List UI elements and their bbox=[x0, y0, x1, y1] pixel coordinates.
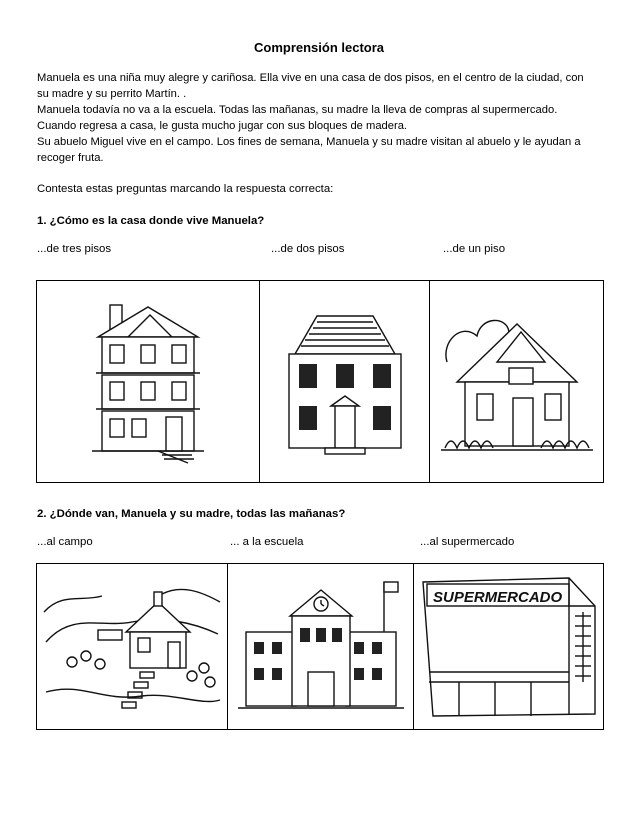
page-title: Comprensión lectora bbox=[253, 40, 385, 55]
reading-paragraph bbox=[37, 70, 602, 166]
three-story-house-icon bbox=[88, 297, 208, 467]
question-1: 1. ¿Cómo es la casa donde vive Manuela? bbox=[37, 215, 265, 227]
q2-image-cell-2[interactable] bbox=[227, 564, 414, 729]
two-story-house-icon bbox=[275, 302, 415, 462]
school-icon bbox=[236, 572, 406, 722]
q2-image-cell-3[interactable] bbox=[413, 564, 604, 729]
one-story-house-icon bbox=[437, 302, 597, 462]
q2-option-supermarket[interactable]: ...al supermercado bbox=[420, 536, 515, 548]
paragraph-line: su madre y su perrito Martín. . bbox=[37, 88, 187, 100]
paragraph-line: Cuando regresa a casa, le gusta mucho jugar con sus bloques de madera. bbox=[37, 120, 408, 132]
q1-image-cell-3[interactable] bbox=[429, 281, 604, 482]
paragraph-line: Manuela es una niña muy alegre y cariñosa. Ella vive en una casa de dos pisos, en el centro de la ciudad, con bbox=[37, 72, 584, 84]
q2-image-grid bbox=[36, 563, 604, 730]
q1-option-three-floors[interactable]: ...de tres pisos bbox=[37, 243, 112, 255]
question-2: 2. ¿Dónde van, Manuela y su madre, todas las mañanas? bbox=[37, 508, 346, 520]
q2-option-countryside[interactable]: ...al campo bbox=[37, 536, 93, 548]
paragraph-line: Manuela todavía no va a la escuela. Todas las mañanas, su madre la lleva de compras al supermercado. bbox=[37, 104, 558, 116]
q2-option-school[interactable]: ... a la escuela bbox=[230, 536, 304, 548]
supermarket-icon bbox=[419, 572, 599, 722]
instruction-text: Contesta estas preguntas marcando la respuesta correcta: bbox=[37, 183, 334, 195]
supermarket-sign: SUPERMERCADO bbox=[433, 588, 563, 606]
paragraph-line: recoger fruta. bbox=[37, 152, 104, 164]
countryside-icon bbox=[42, 572, 222, 722]
q1-option-one-floor[interactable]: ...de un piso bbox=[443, 243, 506, 255]
q1-image-cell-2[interactable] bbox=[259, 281, 430, 482]
paragraph-line: Su abuelo Miguel vive en el campo. Los fines de semana, Manuela y su madre visitan al abuelo y le ayudan a bbox=[37, 136, 581, 148]
q2-image-cell-1[interactable] bbox=[37, 564, 227, 729]
q1-image-cell-1[interactable] bbox=[37, 281, 259, 482]
q1-image-grid bbox=[36, 280, 604, 483]
q1-option-two-floors[interactable]: ...de dos pisos bbox=[271, 243, 345, 255]
